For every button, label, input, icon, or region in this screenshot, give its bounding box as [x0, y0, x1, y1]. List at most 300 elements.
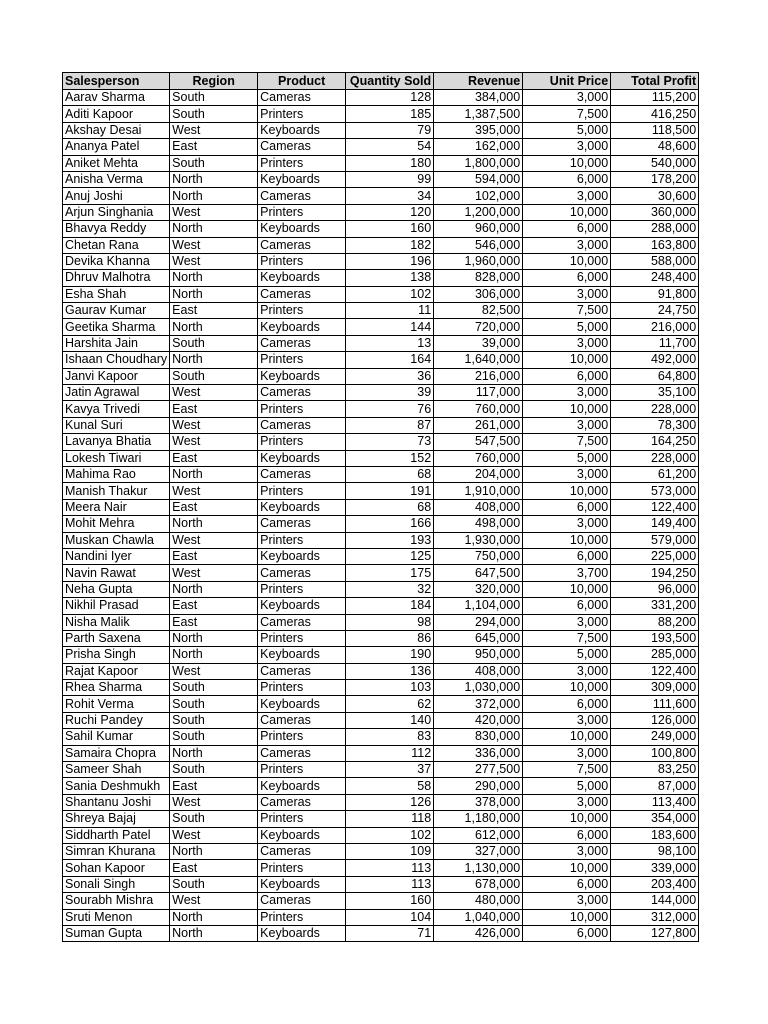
product-cell[interactable]: Printers	[258, 106, 346, 122]
revenue-cell[interactable]: 1,180,000	[434, 811, 523, 827]
revenue-cell[interactable]: 1,200,000	[434, 204, 523, 220]
unit-price-cell[interactable]: 5,000	[523, 647, 611, 663]
total-profit-cell[interactable]: 91,800	[611, 286, 699, 302]
quantity-cell[interactable]: 104	[346, 909, 434, 925]
region-cell[interactable]: West	[170, 565, 258, 581]
unit-price-cell[interactable]: 6,000	[523, 876, 611, 892]
unit-price-cell[interactable]: 6,000	[523, 270, 611, 286]
revenue-cell[interactable]: 336,000	[434, 745, 523, 761]
unit-price-cell[interactable]: 3,000	[523, 794, 611, 810]
salesperson-cell[interactable]: Harshita Jain	[63, 335, 170, 351]
unit-price-cell[interactable]: 3,000	[523, 745, 611, 761]
revenue-cell[interactable]: 290,000	[434, 778, 523, 794]
product-cell[interactable]: Printers	[258, 581, 346, 597]
revenue-cell[interactable]: 1,930,000	[434, 532, 523, 548]
product-cell[interactable]: Keyboards	[258, 778, 346, 794]
total-profit-cell[interactable]: 416,250	[611, 106, 699, 122]
revenue-cell[interactable]: 277,500	[434, 762, 523, 778]
revenue-cell[interactable]: 720,000	[434, 319, 523, 335]
unit-price-cell[interactable]: 3,000	[523, 139, 611, 155]
revenue-cell[interactable]: 1,960,000	[434, 253, 523, 269]
product-cell[interactable]: Keyboards	[258, 548, 346, 564]
revenue-cell[interactable]: 420,000	[434, 712, 523, 728]
revenue-cell[interactable]: 82,500	[434, 303, 523, 319]
salesperson-cell[interactable]: Sahil Kumar	[63, 729, 170, 745]
revenue-cell[interactable]: 294,000	[434, 614, 523, 630]
unit-price-cell[interactable]: 5,000	[523, 450, 611, 466]
salesperson-cell[interactable]: Navin Rawat	[63, 565, 170, 581]
salesperson-cell[interactable]: Aditi Kapoor	[63, 106, 170, 122]
unit-price-cell[interactable]: 3,000	[523, 385, 611, 401]
total-profit-cell[interactable]: 228,000	[611, 401, 699, 417]
product-cell[interactable]: Cameras	[258, 614, 346, 630]
product-cell[interactable]: Cameras	[258, 90, 346, 106]
product-cell[interactable]: Keyboards	[258, 450, 346, 466]
unit-price-cell[interactable]: 6,000	[523, 925, 611, 941]
product-cell[interactable]: Printers	[258, 680, 346, 696]
salesperson-cell[interactable]: Sourabh Mishra	[63, 893, 170, 909]
quantity-cell[interactable]: 113	[346, 860, 434, 876]
unit-price-cell[interactable]: 10,000	[523, 680, 611, 696]
product-cell[interactable]: Cameras	[258, 188, 346, 204]
column-header-region[interactable]: Region	[170, 73, 258, 90]
region-cell[interactable]: North	[170, 925, 258, 941]
total-profit-cell[interactable]: 127,800	[611, 925, 699, 941]
column-header-salesperson[interactable]: Salesperson	[63, 73, 170, 90]
total-profit-cell[interactable]: 48,600	[611, 139, 699, 155]
unit-price-cell[interactable]: 10,000	[523, 532, 611, 548]
revenue-cell[interactable]: 327,000	[434, 843, 523, 859]
product-cell[interactable]: Printers	[258, 434, 346, 450]
quantity-cell[interactable]: 109	[346, 843, 434, 859]
product-cell[interactable]: Keyboards	[258, 647, 346, 663]
column-header-quantity-sold[interactable]: Quantity Sold	[346, 73, 434, 90]
total-profit-cell[interactable]: 111,600	[611, 696, 699, 712]
product-cell[interactable]: Cameras	[258, 712, 346, 728]
revenue-cell[interactable]: 1,040,000	[434, 909, 523, 925]
total-profit-cell[interactable]: 331,200	[611, 598, 699, 614]
revenue-cell[interactable]: 162,000	[434, 139, 523, 155]
salesperson-cell[interactable]: Manish Thakur	[63, 483, 170, 499]
product-cell[interactable]: Cameras	[258, 663, 346, 679]
salesperson-cell[interactable]: Kavya Trivedi	[63, 401, 170, 417]
revenue-cell[interactable]: 750,000	[434, 548, 523, 564]
product-cell[interactable]: Keyboards	[258, 827, 346, 843]
salesperson-cell[interactable]: Mohit Mehra	[63, 516, 170, 532]
quantity-cell[interactable]: 102	[346, 286, 434, 302]
region-cell[interactable]: West	[170, 253, 258, 269]
unit-price-cell[interactable]: 7,500	[523, 106, 611, 122]
region-cell[interactable]: West	[170, 204, 258, 220]
region-cell[interactable]: East	[170, 860, 258, 876]
quantity-cell[interactable]: 39	[346, 385, 434, 401]
salesperson-cell[interactable]: Anisha Verma	[63, 171, 170, 187]
salesperson-cell[interactable]: Chetan Rana	[63, 237, 170, 253]
region-cell[interactable]: East	[170, 401, 258, 417]
product-cell[interactable]: Cameras	[258, 466, 346, 482]
product-cell[interactable]: Keyboards	[258, 876, 346, 892]
quantity-cell[interactable]: 112	[346, 745, 434, 761]
product-cell[interactable]: Printers	[258, 811, 346, 827]
total-profit-cell[interactable]: 24,750	[611, 303, 699, 319]
salesperson-cell[interactable]: Ananya Patel	[63, 139, 170, 155]
unit-price-cell[interactable]: 10,000	[523, 155, 611, 171]
salesperson-cell[interactable]: Prisha Singh	[63, 647, 170, 663]
salesperson-cell[interactable]: Arjun Singhania	[63, 204, 170, 220]
product-cell[interactable]: Cameras	[258, 139, 346, 155]
revenue-cell[interactable]: 408,000	[434, 663, 523, 679]
salesperson-cell[interactable]: Bhavya Reddy	[63, 221, 170, 237]
region-cell[interactable]: West	[170, 827, 258, 843]
total-profit-cell[interactable]: 122,400	[611, 499, 699, 515]
salesperson-cell[interactable]: Nisha Malik	[63, 614, 170, 630]
unit-price-cell[interactable]: 6,000	[523, 499, 611, 515]
salesperson-cell[interactable]: Aarav Sharma	[63, 90, 170, 106]
quantity-cell[interactable]: 128	[346, 90, 434, 106]
region-cell[interactable]: South	[170, 90, 258, 106]
quantity-cell[interactable]: 58	[346, 778, 434, 794]
region-cell[interactable]: North	[170, 188, 258, 204]
total-profit-cell[interactable]: 225,000	[611, 548, 699, 564]
quantity-cell[interactable]: 73	[346, 434, 434, 450]
total-profit-cell[interactable]: 288,000	[611, 221, 699, 237]
unit-price-cell[interactable]: 3,700	[523, 565, 611, 581]
product-cell[interactable]: Cameras	[258, 286, 346, 302]
quantity-cell[interactable]: 160	[346, 893, 434, 909]
unit-price-cell[interactable]: 6,000	[523, 368, 611, 384]
quantity-cell[interactable]: 37	[346, 762, 434, 778]
quantity-cell[interactable]: 87	[346, 417, 434, 433]
quantity-cell[interactable]: 34	[346, 188, 434, 204]
quantity-cell[interactable]: 190	[346, 647, 434, 663]
salesperson-cell[interactable]: Sameer Shah	[63, 762, 170, 778]
product-cell[interactable]: Cameras	[258, 335, 346, 351]
revenue-cell[interactable]: 1,387,500	[434, 106, 523, 122]
revenue-cell[interactable]: 1,130,000	[434, 860, 523, 876]
region-cell[interactable]: South	[170, 680, 258, 696]
product-cell[interactable]: Printers	[258, 729, 346, 745]
region-cell[interactable]: North	[170, 909, 258, 925]
total-profit-cell[interactable]: 312,000	[611, 909, 699, 925]
total-profit-cell[interactable]: 183,600	[611, 827, 699, 843]
region-cell[interactable]: West	[170, 794, 258, 810]
quantity-cell[interactable]: 144	[346, 319, 434, 335]
product-cell[interactable]: Cameras	[258, 237, 346, 253]
unit-price-cell[interactable]: 10,000	[523, 860, 611, 876]
quantity-cell[interactable]: 71	[346, 925, 434, 941]
product-cell[interactable]: Printers	[258, 762, 346, 778]
revenue-cell[interactable]: 1,030,000	[434, 680, 523, 696]
product-cell[interactable]: Keyboards	[258, 499, 346, 515]
quantity-cell[interactable]: 180	[346, 155, 434, 171]
total-profit-cell[interactable]: 115,200	[611, 90, 699, 106]
revenue-cell[interactable]: 384,000	[434, 90, 523, 106]
quantity-cell[interactable]: 184	[346, 598, 434, 614]
total-profit-cell[interactable]: 87,000	[611, 778, 699, 794]
product-cell[interactable]: Keyboards	[258, 122, 346, 138]
region-cell[interactable]: North	[170, 466, 258, 482]
unit-price-cell[interactable]: 3,000	[523, 893, 611, 909]
total-profit-cell[interactable]: 360,000	[611, 204, 699, 220]
total-profit-cell[interactable]: 144,000	[611, 893, 699, 909]
total-profit-cell[interactable]: 228,000	[611, 450, 699, 466]
region-cell[interactable]: South	[170, 155, 258, 171]
unit-price-cell[interactable]: 6,000	[523, 221, 611, 237]
product-cell[interactable]: Printers	[258, 253, 346, 269]
unit-price-cell[interactable]: 5,000	[523, 122, 611, 138]
salesperson-cell[interactable]: Shreya Bajaj	[63, 811, 170, 827]
unit-price-cell[interactable]: 7,500	[523, 630, 611, 646]
region-cell[interactable]: East	[170, 614, 258, 630]
product-cell[interactable]: Cameras	[258, 417, 346, 433]
quantity-cell[interactable]: 185	[346, 106, 434, 122]
unit-price-cell[interactable]: 10,000	[523, 909, 611, 925]
salesperson-cell[interactable]: Sruti Menon	[63, 909, 170, 925]
salesperson-cell[interactable]: Rhea Sharma	[63, 680, 170, 696]
salesperson-cell[interactable]: Mahima Rao	[63, 466, 170, 482]
quantity-cell[interactable]: 68	[346, 466, 434, 482]
total-profit-cell[interactable]: 88,200	[611, 614, 699, 630]
region-cell[interactable]: North	[170, 270, 258, 286]
salesperson-cell[interactable]: Rajat Kapoor	[63, 663, 170, 679]
total-profit-cell[interactable]: 83,250	[611, 762, 699, 778]
total-profit-cell[interactable]: 588,000	[611, 253, 699, 269]
salesperson-cell[interactable]: Parth Saxena	[63, 630, 170, 646]
region-cell[interactable]: South	[170, 368, 258, 384]
quantity-cell[interactable]: 86	[346, 630, 434, 646]
quantity-cell[interactable]: 182	[346, 237, 434, 253]
revenue-cell[interactable]: 594,000	[434, 171, 523, 187]
total-profit-cell[interactable]: 35,100	[611, 385, 699, 401]
total-profit-cell[interactable]: 194,250	[611, 565, 699, 581]
quantity-cell[interactable]: 13	[346, 335, 434, 351]
quantity-cell[interactable]: 36	[346, 368, 434, 384]
revenue-cell[interactable]: 828,000	[434, 270, 523, 286]
quantity-cell[interactable]: 164	[346, 352, 434, 368]
product-cell[interactable]: Printers	[258, 909, 346, 925]
region-cell[interactable]: North	[170, 319, 258, 335]
total-profit-cell[interactable]: 203,400	[611, 876, 699, 892]
region-cell[interactable]: South	[170, 811, 258, 827]
quantity-cell[interactable]: 193	[346, 532, 434, 548]
unit-price-cell[interactable]: 6,000	[523, 696, 611, 712]
revenue-cell[interactable]: 408,000	[434, 499, 523, 515]
salesperson-cell[interactable]: Siddharth Patel	[63, 827, 170, 843]
region-cell[interactable]: West	[170, 663, 258, 679]
column-header-revenue[interactable]: Revenue	[434, 73, 523, 90]
unit-price-cell[interactable]: 10,000	[523, 811, 611, 827]
region-cell[interactable]: East	[170, 450, 258, 466]
quantity-cell[interactable]: 160	[346, 221, 434, 237]
quantity-cell[interactable]: 79	[346, 122, 434, 138]
revenue-cell[interactable]: 645,000	[434, 630, 523, 646]
unit-price-cell[interactable]: 3,000	[523, 417, 611, 433]
total-profit-cell[interactable]: 11,700	[611, 335, 699, 351]
total-profit-cell[interactable]: 100,800	[611, 745, 699, 761]
total-profit-cell[interactable]: 573,000	[611, 483, 699, 499]
unit-price-cell[interactable]: 10,000	[523, 352, 611, 368]
product-cell[interactable]: Printers	[258, 532, 346, 548]
total-profit-cell[interactable]: 64,800	[611, 368, 699, 384]
quantity-cell[interactable]: 175	[346, 565, 434, 581]
quantity-cell[interactable]: 136	[346, 663, 434, 679]
salesperson-cell[interactable]: Sania Deshmukh	[63, 778, 170, 794]
revenue-cell[interactable]: 39,000	[434, 335, 523, 351]
revenue-cell[interactable]: 426,000	[434, 925, 523, 941]
unit-price-cell[interactable]: 3,000	[523, 90, 611, 106]
quantity-cell[interactable]: 83	[346, 729, 434, 745]
total-profit-cell[interactable]: 126,000	[611, 712, 699, 728]
product-cell[interactable]: Cameras	[258, 385, 346, 401]
salesperson-cell[interactable]: Kunal Suri	[63, 417, 170, 433]
salesperson-cell[interactable]: Sonali Singh	[63, 876, 170, 892]
region-cell[interactable]: South	[170, 876, 258, 892]
salesperson-cell[interactable]: Meera Nair	[63, 499, 170, 515]
region-cell[interactable]: West	[170, 893, 258, 909]
product-cell[interactable]: Keyboards	[258, 319, 346, 335]
product-cell[interactable]: Keyboards	[258, 171, 346, 187]
quantity-cell[interactable]: 11	[346, 303, 434, 319]
salesperson-cell[interactable]: Rohit Verma	[63, 696, 170, 712]
revenue-cell[interactable]: 378,000	[434, 794, 523, 810]
quantity-cell[interactable]: 99	[346, 171, 434, 187]
total-profit-cell[interactable]: 309,000	[611, 680, 699, 696]
column-header-unit-price[interactable]: Unit Price	[523, 73, 611, 90]
total-profit-cell[interactable]: 540,000	[611, 155, 699, 171]
revenue-cell[interactable]: 760,000	[434, 450, 523, 466]
product-cell[interactable]: Cameras	[258, 565, 346, 581]
revenue-cell[interactable]: 547,500	[434, 434, 523, 450]
total-profit-cell[interactable]: 122,400	[611, 663, 699, 679]
product-cell[interactable]: Printers	[258, 352, 346, 368]
unit-price-cell[interactable]: 3,000	[523, 614, 611, 630]
unit-price-cell[interactable]: 3,000	[523, 188, 611, 204]
revenue-cell[interactable]: 480,000	[434, 893, 523, 909]
quantity-cell[interactable]: 191	[346, 483, 434, 499]
revenue-cell[interactable]: 204,000	[434, 466, 523, 482]
total-profit-cell[interactable]: 113,400	[611, 794, 699, 810]
product-cell[interactable]: Printers	[258, 483, 346, 499]
product-cell[interactable]: Keyboards	[258, 598, 346, 614]
salesperson-cell[interactable]: Esha Shah	[63, 286, 170, 302]
revenue-cell[interactable]: 216,000	[434, 368, 523, 384]
revenue-cell[interactable]: 1,640,000	[434, 352, 523, 368]
quantity-cell[interactable]: 152	[346, 450, 434, 466]
salesperson-cell[interactable]: Aniket Mehta	[63, 155, 170, 171]
region-cell[interactable]: West	[170, 385, 258, 401]
salesperson-cell[interactable]: Nandini Iyer	[63, 548, 170, 564]
revenue-cell[interactable]: 306,000	[434, 286, 523, 302]
region-cell[interactable]: West	[170, 434, 258, 450]
region-cell[interactable]: South	[170, 696, 258, 712]
product-cell[interactable]: Cameras	[258, 843, 346, 859]
column-header-product[interactable]: Product	[258, 73, 346, 90]
quantity-cell[interactable]: 62	[346, 696, 434, 712]
unit-price-cell[interactable]: 10,000	[523, 204, 611, 220]
total-profit-cell[interactable]: 30,600	[611, 188, 699, 204]
salesperson-cell[interactable]: Ruchi Pandey	[63, 712, 170, 728]
product-cell[interactable]: Keyboards	[258, 696, 346, 712]
product-cell[interactable]: Keyboards	[258, 221, 346, 237]
region-cell[interactable]: East	[170, 548, 258, 564]
total-profit-cell[interactable]: 492,000	[611, 352, 699, 368]
region-cell[interactable]: South	[170, 106, 258, 122]
salesperson-cell[interactable]: Lavanya Bhatia	[63, 434, 170, 450]
unit-price-cell[interactable]: 10,000	[523, 401, 611, 417]
salesperson-cell[interactable]: Geetika Sharma	[63, 319, 170, 335]
region-cell[interactable]: South	[170, 335, 258, 351]
region-cell[interactable]: East	[170, 499, 258, 515]
product-cell[interactable]: Cameras	[258, 516, 346, 532]
total-profit-cell[interactable]: 118,500	[611, 122, 699, 138]
salesperson-cell[interactable]: Suman Gupta	[63, 925, 170, 941]
revenue-cell[interactable]: 1,104,000	[434, 598, 523, 614]
revenue-cell[interactable]: 830,000	[434, 729, 523, 745]
region-cell[interactable]: West	[170, 417, 258, 433]
revenue-cell[interactable]: 760,000	[434, 401, 523, 417]
revenue-cell[interactable]: 1,910,000	[434, 483, 523, 499]
salesperson-cell[interactable]: Nikhil Prasad	[63, 598, 170, 614]
salesperson-cell[interactable]: Simran Khurana	[63, 843, 170, 859]
product-cell[interactable]: Printers	[258, 155, 346, 171]
revenue-cell[interactable]: 950,000	[434, 647, 523, 663]
region-cell[interactable]: South	[170, 762, 258, 778]
total-profit-cell[interactable]: 178,200	[611, 171, 699, 187]
region-cell[interactable]: West	[170, 122, 258, 138]
salesperson-cell[interactable]: Sohan Kapoor	[63, 860, 170, 876]
unit-price-cell[interactable]: 3,000	[523, 843, 611, 859]
region-cell[interactable]: North	[170, 630, 258, 646]
quantity-cell[interactable]: 103	[346, 680, 434, 696]
unit-price-cell[interactable]: 3,000	[523, 466, 611, 482]
region-cell[interactable]: East	[170, 303, 258, 319]
quantity-cell[interactable]: 98	[346, 614, 434, 630]
unit-price-cell[interactable]: 6,000	[523, 827, 611, 843]
unit-price-cell[interactable]: 3,000	[523, 516, 611, 532]
total-profit-cell[interactable]: 339,000	[611, 860, 699, 876]
product-cell[interactable]: Keyboards	[258, 368, 346, 384]
revenue-cell[interactable]: 1,800,000	[434, 155, 523, 171]
revenue-cell[interactable]: 678,000	[434, 876, 523, 892]
region-cell[interactable]: West	[170, 532, 258, 548]
salesperson-cell[interactable]: Gaurav Kumar	[63, 303, 170, 319]
quantity-cell[interactable]: 118	[346, 811, 434, 827]
region-cell[interactable]: North	[170, 843, 258, 859]
product-cell[interactable]: Cameras	[258, 794, 346, 810]
salesperson-cell[interactable]: Shantanu Joshi	[63, 794, 170, 810]
total-profit-cell[interactable]: 164,250	[611, 434, 699, 450]
quantity-cell[interactable]: 102	[346, 827, 434, 843]
total-profit-cell[interactable]: 216,000	[611, 319, 699, 335]
unit-price-cell[interactable]: 7,500	[523, 434, 611, 450]
quantity-cell[interactable]: 166	[346, 516, 434, 532]
region-cell[interactable]: North	[170, 647, 258, 663]
quantity-cell[interactable]: 113	[346, 876, 434, 892]
salesperson-cell[interactable]: Dhruv Malhotra	[63, 270, 170, 286]
product-cell[interactable]: Printers	[258, 401, 346, 417]
product-cell[interactable]: Keyboards	[258, 270, 346, 286]
region-cell[interactable]: North	[170, 352, 258, 368]
region-cell[interactable]: East	[170, 778, 258, 794]
revenue-cell[interactable]: 647,500	[434, 565, 523, 581]
revenue-cell[interactable]: 372,000	[434, 696, 523, 712]
salesperson-cell[interactable]: Jatin Agrawal	[63, 385, 170, 401]
region-cell[interactable]: South	[170, 712, 258, 728]
quantity-cell[interactable]: 140	[346, 712, 434, 728]
total-profit-cell[interactable]: 249,000	[611, 729, 699, 745]
column-header-total-profit[interactable]: Total Profit	[611, 73, 699, 90]
unit-price-cell[interactable]: 6,000	[523, 598, 611, 614]
